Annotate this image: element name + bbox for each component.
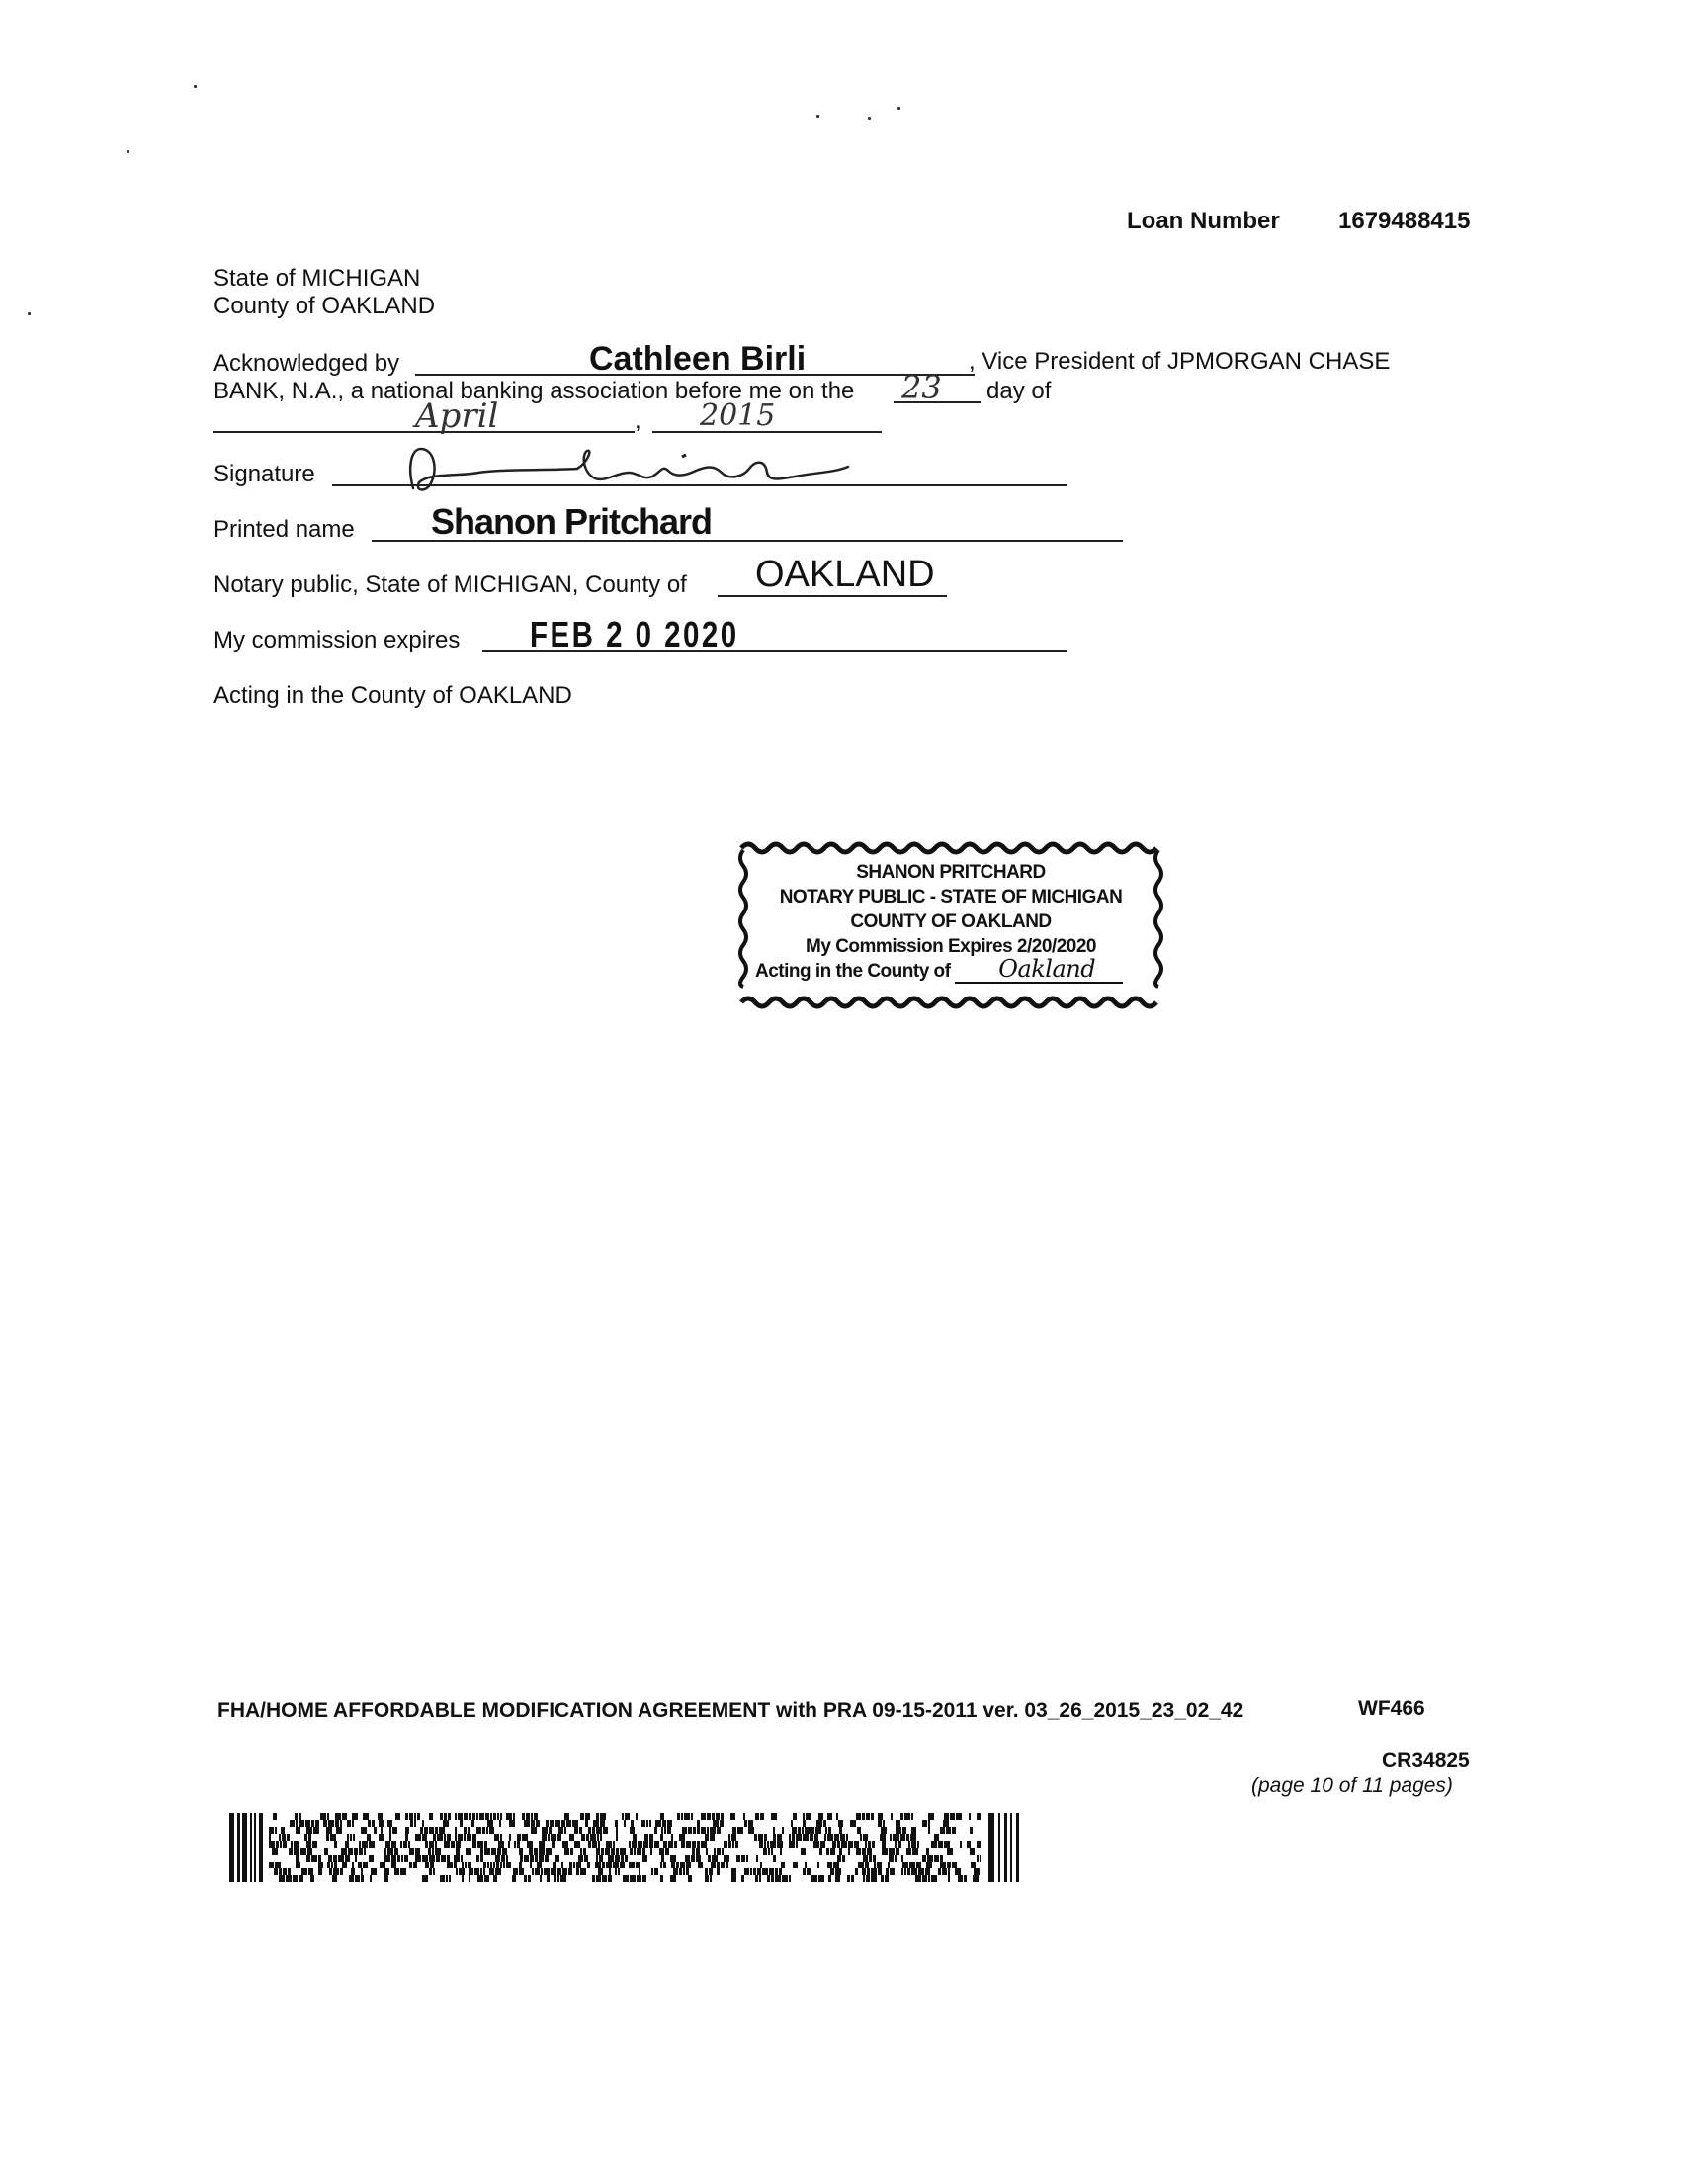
acknowledgment-day: 23: [901, 369, 942, 406]
form-title: FHA/HOME AFFORDABLE MODIFICATION AGREEMENT with PRA 09-15-2011 ver. 03_26_2015_23_02_42: [217, 1699, 1244, 1722]
commission-expires-label: My commission expires: [214, 627, 461, 653]
acknowledged-by-label: Acknowledged by: [214, 350, 400, 377]
scan-speck: [816, 115, 819, 118]
page-info: (page 10 of 11 pages): [1251, 1775, 1453, 1797]
acting-county-text: Acting in the County of OAKLAND: [214, 682, 572, 709]
signature-label: Signature: [214, 461, 315, 487]
stamp-line-4: My Commission Expires 2/20/2020: [806, 936, 1096, 957]
stamp-line-1: SHANON PRITCHARD: [856, 862, 1046, 883]
acknowledgment-line-2: BANK, N.A., a national banking association before me on the: [214, 378, 855, 404]
commission-expires-value: FEB 2 0 2020: [530, 614, 739, 654]
doc-code: CR34825: [1382, 1749, 1470, 1772]
stamp-acting-underline: [955, 955, 1123, 984]
printed-name-label: Printed name: [214, 516, 355, 543]
scan-speck: [897, 107, 900, 110]
scan-speck: [127, 150, 129, 153]
venue-state: State of MICHIGAN: [214, 265, 421, 292]
notary-signature: [399, 443, 864, 502]
acknowledgment-month: April: [415, 396, 499, 436]
stamp-line-2: NOTARY PUBLIC - STATE OF MICHIGAN: [779, 887, 1123, 908]
scan-speck: [868, 117, 871, 120]
officer-name: Cathleen Birli: [589, 340, 807, 378]
scan-speck: [194, 85, 197, 88]
printed-name: Shanon Pritchard: [431, 501, 713, 542]
day-of-label: day of: [986, 378, 1052, 404]
stamp-acting-label: Acting in the County of: [755, 961, 951, 982]
officer-title: , Vice President of JPMORGAN CHASE: [969, 348, 1391, 375]
venue-county: County of OAKLAND: [214, 293, 436, 319]
notary-county-label: Notary public, State of MICHIGAN, County of: [214, 571, 687, 598]
stamp-line-5: [755, 955, 1123, 984]
notary-county-value: OAKLAND: [755, 554, 935, 595]
acknowledgment-year: 2015: [700, 398, 776, 433]
barcode-modules: [269, 1813, 981, 1882]
date-comma: ,: [635, 407, 641, 434]
pdf417-barcode: [229, 1813, 1026, 1882]
stamp-acting-value: Oakland: [998, 955, 1096, 983]
form-code: WF466: [1358, 1697, 1425, 1720]
stamp-line-3: COUNTY OF OAKLAND: [850, 911, 1052, 932]
loan-number-label: Loan Number: [1127, 208, 1280, 234]
loan-number: 1679488415: [1338, 208, 1471, 234]
notary-county-line: [718, 595, 947, 597]
notary-stamp: [735, 840, 1166, 1010]
scan-speck: [28, 312, 31, 315]
